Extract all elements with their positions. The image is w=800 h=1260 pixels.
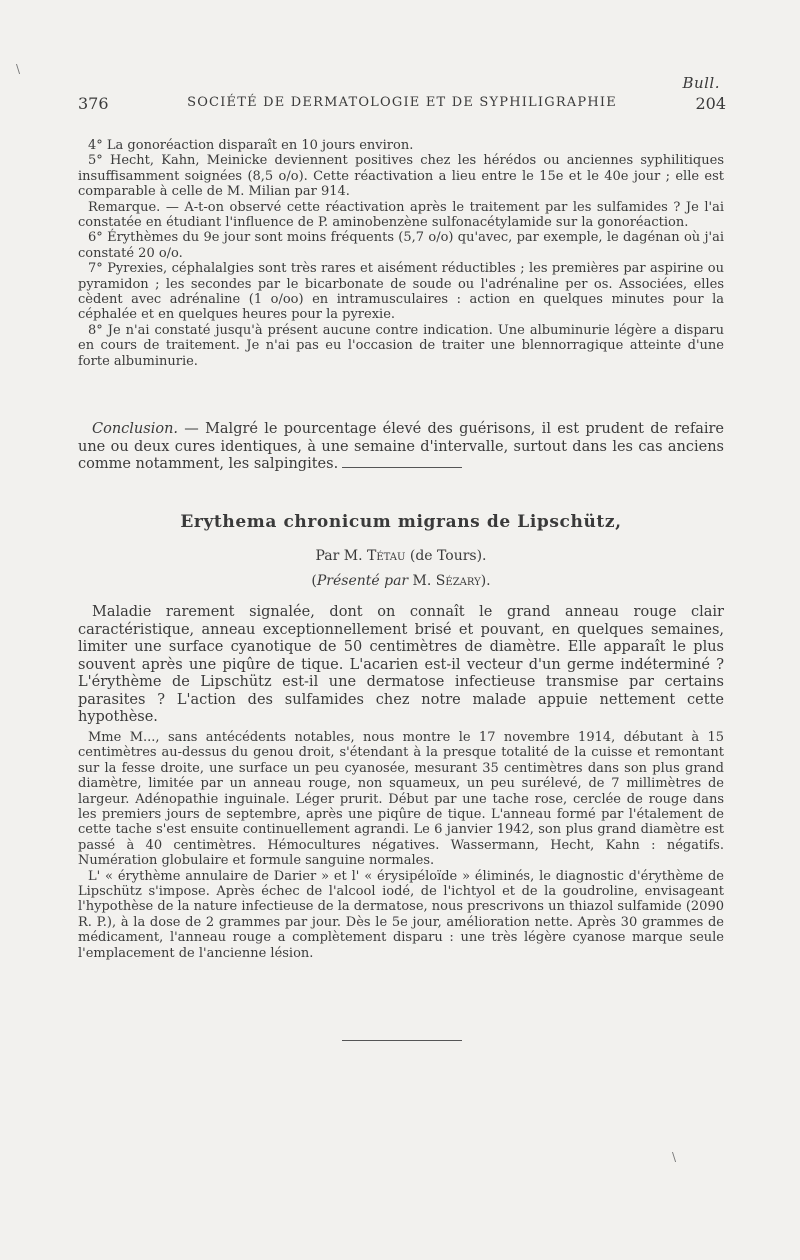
conclusion-paragraph	[78, 421, 724, 474]
conclusion-text: — Malgré le pourcentage élevé des guérisons, il est prudent de refaire une ou deux cures identiques, à une semaine d'intervalle, surtout dans les cas anciens comme notamment, les salpingites.	[78, 421, 724, 472]
article-byline	[78, 548, 724, 564]
page-number-right: 204	[695, 94, 726, 113]
byline-suffix: (de Tours).	[405, 548, 487, 564]
byline-prefix: Par M.	[315, 548, 367, 564]
finding-paragraph: 8° Je n'ai constaté jusqu'à présent aucune contre indication. Une albuminurie légère a disparu en cours de traitement. Je n'ai pas eu l'occasion de traiter une blennorragique atteinte d'une forte albuminurie.	[78, 322, 724, 369]
presented-by	[78, 573, 724, 589]
finding-paragraph: 6° Érythèmes du 9e jour sont moins fréquents (5,7 o/o) qu'avec, par exemple, le dagénan où j'ai constaté 20 o/o.	[78, 230, 724, 261]
journal-title: SOCIÉTÉ DE DERMATOLOGIE ET DE SYPHILIGRAPHIE	[187, 95, 617, 110]
case-paragraph: Mme M..., sans antécédents notables, nous montre le 17 novembre 1914, débutant à 15 centimètres au-dessus du genou droit, s'étendant à la presque totalité de la cuisse et remontant sur la fesse droite, une surface un peu cyanosée, mesurant 35 centimètres dans son plus grand diamètre, limitée par un anneau rouge, non squameux, un peu surélevé, de 7 millimètres de largeur. Adénopathie inguinale. Léger prurit. Début par une tache rose, cerclée de rouge dans les premiers jours de septembre, après une piqûre de tique. L'anneau formé par l'étalement de cette tache s'est ensuite continuellement agrandi. Le 6 janvier 1942, son plus grand diamètre est passé à 40 centimètres. Hémocultures négatives. Wassermann, Hecht, Kahn : négatifs. Numération globulaire et formule sanguine normales.	[78, 730, 724, 869]
running-head	[78, 94, 726, 114]
conclusion-label: Conclusion.	[92, 421, 179, 437]
margin-mark: \	[16, 62, 21, 76]
finding-paragraph: 5° Hecht, Kahn, Meinicke deviennent positives chez les hérédos ou anciennes syphilitiques insuffisamment soignées (8,5 o/o). Cette réactivation a lieu entre le 15e et le 40e jour ; elle est comparable à celle de M. Milian par 914.	[78, 153, 724, 200]
article-title: Erythema chronicum migrans de Lipschütz,	[180, 512, 622, 532]
presented-open: (	[311, 573, 317, 589]
margin-mark: \	[672, 1150, 677, 1164]
presented-mid: M.	[408, 573, 436, 589]
presented-label: Présenté par	[316, 573, 409, 589]
presented-close: ).	[480, 573, 491, 589]
section-divider	[342, 467, 462, 468]
remark-paragraph: Remarque. — A-t-on observé cette réactivation après le traitement par les sulfamides ? Je l'ai constatée en étudiant l'influence de P. aminobenzène sulfonacétylamide sur la gonoréaction.	[78, 199, 724, 231]
author-name: Tétau	[366, 548, 406, 564]
article-abstract: Maladie rarement signalée, dont on connaît le grand anneau rouge clair caractéristique, anneau exceptionnellement brisé et pouvant, en quelques semaines, limiter une surface cyanotique de 50 centimètres de diamètre. Elle apparaît le plus souvent après une piqûre de tique. L'acarien est-il vecteur d'un germe indéterminé ? L'érythème de Lipschütz est-il une dermatose infectieuse transmise par certains parasites ? L'action des sulfamides chez notre malade appuie nettement cette hypothèse.	[78, 604, 724, 725]
presenter-name: Sézary	[435, 573, 481, 589]
numbered-findings	[78, 138, 724, 369]
page-number-left: 376	[78, 94, 109, 113]
bull-annotation: Bull.	[682, 74, 720, 92]
finding-paragraph: 4° La gonoréaction disparaît en 10 jours environ.	[88, 138, 414, 153]
case-paragraph: L' « érythème annulaire de Darier » et l' « érysipéloïde » éliminés, le diagnostic d'érythème de Lipschütz s'impose. Après échec de l'alcool iodé, de l'ichtyol et de la goudroline, envisageant l'hypothèse de la nature infectieuse de la dermatose, nous prescrivons un thiazol sulfamide (2090 R. P.), à la dose de 2 grammes par jour. Dès le 5e jour, amélioration nette. Après 30 grammes de médicament, l'anneau rouge a complètement disparu : une très légère cyanose marque seule l'emplacement de l'ancienne lésion.	[78, 868, 724, 961]
case-report	[78, 730, 724, 961]
section-divider	[342, 1040, 462, 1041]
finding-paragraph: 7° Pyrexies, céphalalgies sont très rares et aisément réductibles ; les premières par aspirine ou pyramidon ; les secondes par le bicarbonate de soude ou l'adrénaline per os. Associées, elles cèdent avec adrénaline (1 o/oo) en intramusculaires : action en quelques minutes pour la céphalée et en quelques heures pour la pyrexie.	[78, 261, 724, 323]
